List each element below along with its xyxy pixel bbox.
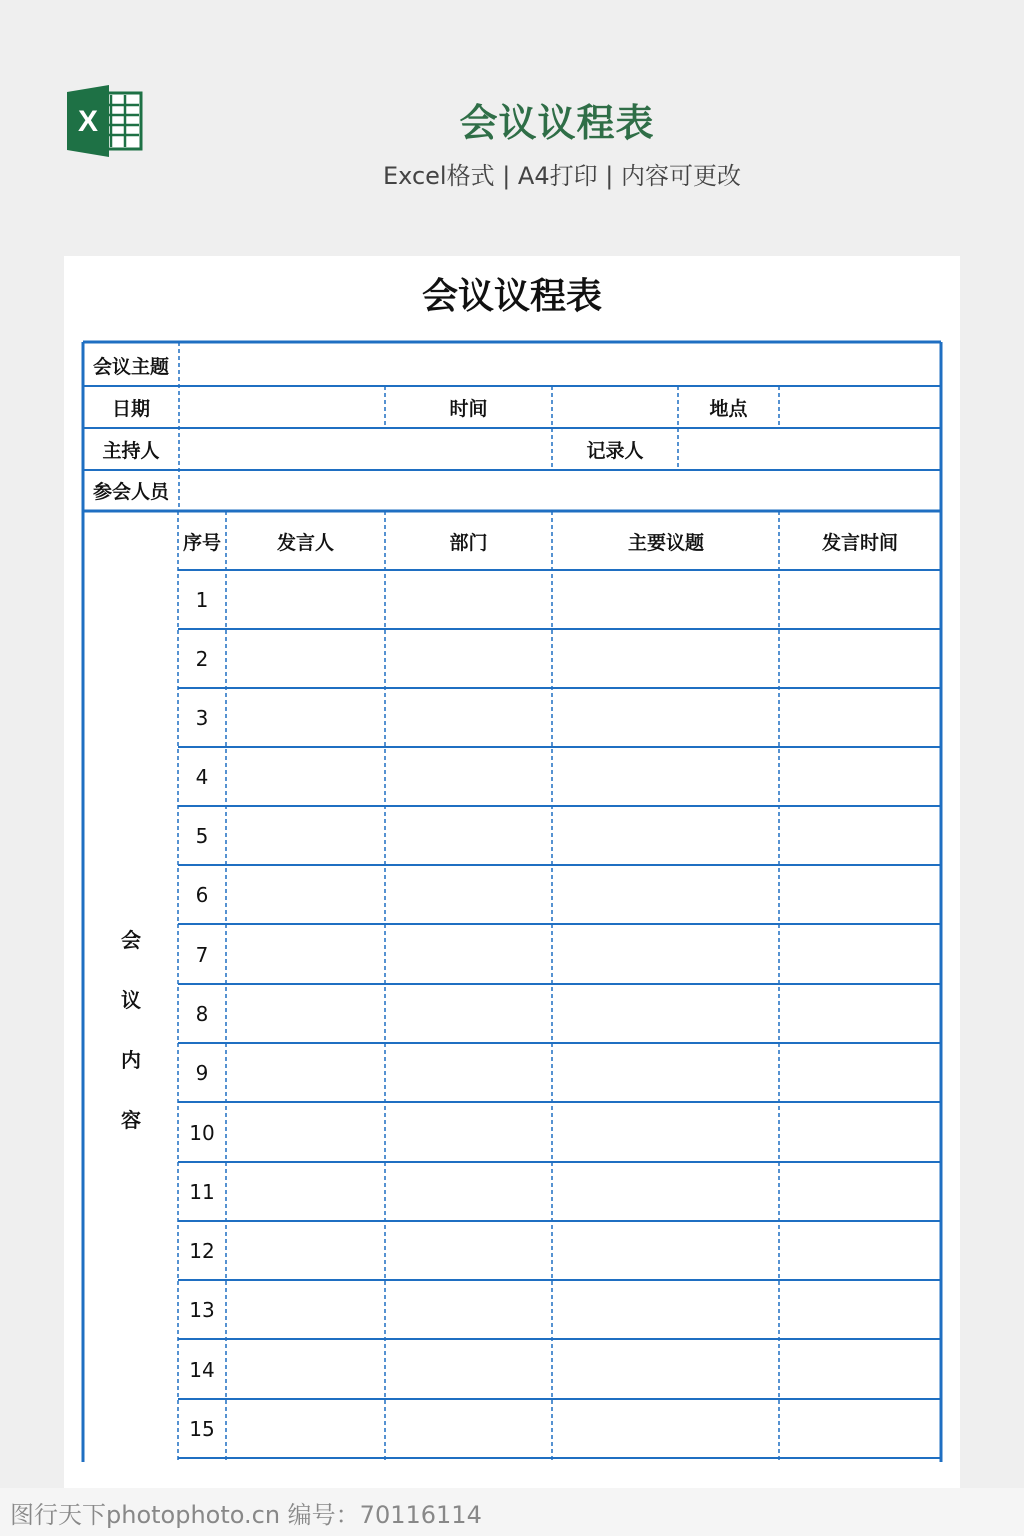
place-label: 地点 xyxy=(709,397,748,420)
host-field[interactable] xyxy=(180,428,552,470)
svg-text:X: X xyxy=(77,105,99,138)
attendees-field[interactable] xyxy=(180,470,940,510)
col-header-department: 部门 xyxy=(449,531,488,554)
watermark: 图行天下photophoto.cn 编号：70116114 xyxy=(0,1488,1024,1536)
col-header-speaker: 发言人 xyxy=(276,531,334,554)
page-subtitle: Excel格式 | A4打印 | 内容可更改 xyxy=(383,162,741,190)
row-number: 5 xyxy=(195,824,209,848)
row-number: 11 xyxy=(189,1180,215,1204)
row-number: 4 xyxy=(195,765,209,789)
col-header-topic: 主要议题 xyxy=(627,531,704,554)
recorder-field[interactable] xyxy=(678,428,940,470)
row-number: 15 xyxy=(189,1417,215,1441)
recorder-label: 记录人 xyxy=(586,439,644,462)
row-number: 13 xyxy=(189,1298,215,1322)
row-number: 8 xyxy=(195,1002,209,1026)
col-header-index: 序号 xyxy=(182,531,221,554)
row-number: 9 xyxy=(195,1061,209,1085)
date-label: 日期 xyxy=(111,397,150,420)
row-number: 10 xyxy=(189,1120,215,1145)
row-number: 12 xyxy=(189,1239,215,1263)
row-number: 2 xyxy=(195,647,209,671)
row-number: 3 xyxy=(195,706,209,730)
meeting-content-label: 会 议 内 容 xyxy=(121,928,141,1132)
col-header-speak-time: 发言时间 xyxy=(821,531,898,554)
time-field[interactable] xyxy=(553,386,677,428)
page-title: 会议议程表 xyxy=(459,101,655,145)
host-label: 主持人 xyxy=(102,439,160,462)
row-number: 6 xyxy=(195,883,209,907)
row-number: 7 xyxy=(195,942,209,967)
topic-label: 会议主题 xyxy=(92,355,169,378)
place-field[interactable] xyxy=(780,386,940,428)
sheet-title: 会议议程表 xyxy=(421,276,602,317)
row-number: 1 xyxy=(195,588,209,612)
row-number: 14 xyxy=(189,1357,215,1382)
attendees-label: 参会人员 xyxy=(92,480,169,503)
topic-field[interactable] xyxy=(180,344,940,386)
date-field[interactable] xyxy=(180,386,384,428)
time-label: 时间 xyxy=(449,397,488,420)
